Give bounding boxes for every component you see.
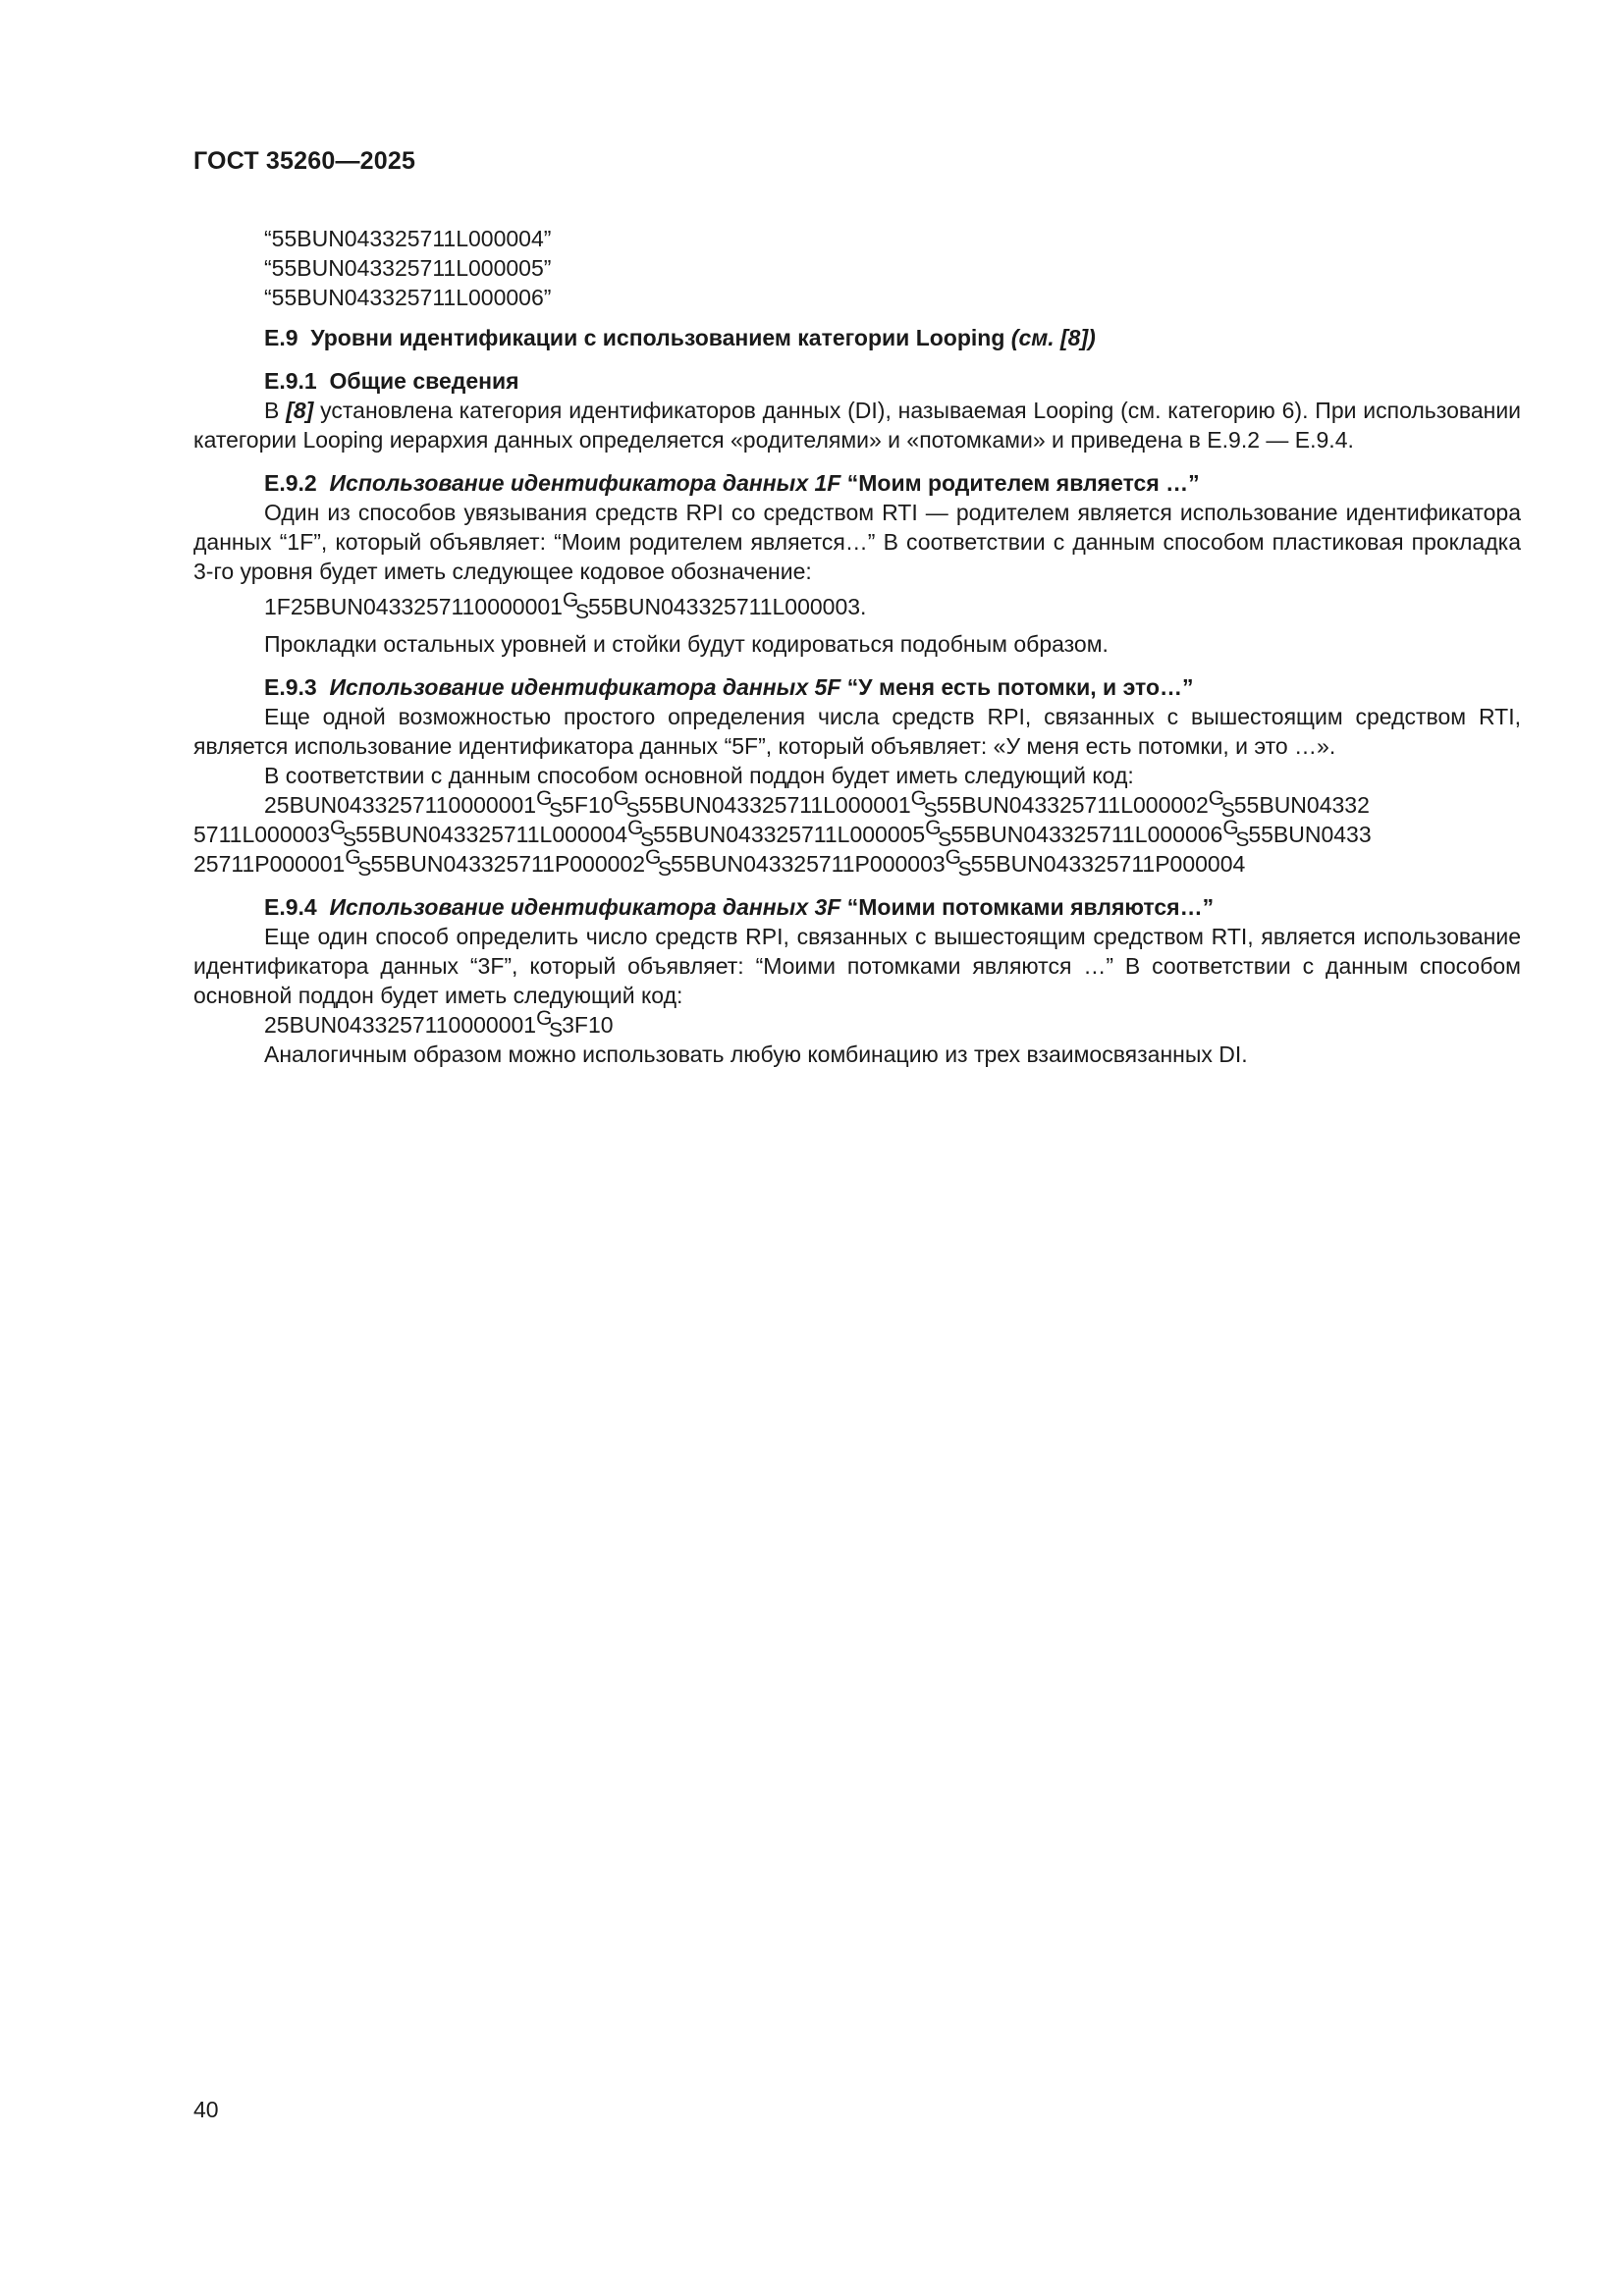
code-segment: 25BUN0433257110000001: [264, 1012, 537, 1038]
code-line: [193, 1007, 1521, 1041]
code-segment: 55BUN043325711L000006: [950, 822, 1223, 847]
code-item: “55BUN043325711L000006”: [264, 285, 552, 310]
code-segment: 1F25BUN0433257110000001: [264, 594, 563, 619]
code-segment: 55BUN04332: [1233, 792, 1370, 818]
code-segment: 25BUN0433257110000001: [264, 792, 537, 818]
group-separator-symbol: G S: [1222, 817, 1250, 851]
subsection-title-quote: “У меня есть потомки, и это…”: [846, 674, 1194, 700]
subsection-title-quote: “Моим родителем является …”: [846, 470, 1200, 496]
code-line: [193, 846, 1521, 881]
paragraph-text: установлена категория идентификаторов данных (DI), называемая Looping (см. категорию 6). При использовании категории Looping иерархия данных определяется «родителями» и «потомками» и приведена в Е.9.2 — Е.9.4.: [193, 398, 1522, 453]
subsection-title-text: Общие сведения: [329, 368, 519, 394]
subsection-title-italic: Использование идентификатора данных 3F: [329, 894, 841, 920]
reference: [8]: [286, 398, 314, 423]
code-item: “55BUN043325711L000005”: [264, 255, 552, 281]
code-segment: 55BUN043325711L000004: [355, 822, 628, 847]
section-number: Е.9: [264, 325, 298, 350]
section-reference: (см. [8]): [1010, 325, 1096, 350]
subsection-title-quote: “Моими потомками являются…”: [846, 894, 1215, 920]
paragraph: Еще одной возможностью простого определения числа средств RPI, связанных с вышестоящим средством RTI, является использование идентификатора данных “5F”, который объявляет: «У меня есть потомки, и это …».: [193, 704, 1521, 759]
subsection-e93: [193, 672, 1521, 879]
group-separator-symbol: G S: [1208, 787, 1235, 822]
section-title-text: Уровни идентификации с использованием категории Looping: [310, 325, 1005, 350]
standard-header: ГОСТ 35260—2025: [193, 147, 416, 175]
paragraph: Прокладки остальных уровней и стойки будут кодироваться подобным образом.: [264, 631, 1109, 657]
section-e9-title: [193, 323, 1521, 352]
paragraph: [193, 396, 1521, 454]
subsection-title: [193, 366, 1521, 396]
group-separator-symbol: G S: [645, 846, 673, 881]
code-list: [193, 224, 1521, 312]
paragraph: Еще один способ определить число средств RPI, связанных с вышестоящим средством RTI, является использование идентификатора данных “3F”, который объявляет: “Моими потомками являются …” В соответствии с данным способом основной поддон будет иметь следующий код:: [193, 924, 1521, 1008]
code-segment: 55BUN043325711L000005: [653, 822, 926, 847]
subsection-number: Е.9.1: [264, 368, 317, 394]
group-separator-symbol: G S: [562, 589, 589, 623]
code-segment: 25711P000001: [193, 851, 346, 877]
code-segment: 55BUN0433: [1248, 822, 1372, 847]
code-line: [193, 817, 1521, 851]
code-line: [193, 787, 1521, 822]
subsection-title-italic: Использование идентификатора данных 1F: [329, 470, 841, 496]
group-separator-symbol: G S: [925, 817, 952, 851]
subsection-title: [193, 468, 1521, 498]
subsection-e94: [193, 892, 1521, 1069]
paragraph: Аналогичным образом можно использовать любую комбинацию из трех взаимосвязанных DI.: [264, 1041, 1248, 1067]
group-separator-symbol: G S: [613, 787, 640, 822]
group-separator-symbol: G S: [536, 1007, 564, 1041]
subsection-number: Е.9.3: [264, 674, 317, 700]
group-separator-symbol: G S: [330, 817, 357, 851]
subsection-number: Е.9.2: [264, 470, 317, 496]
code-item: “55BUN043325711L000004”: [264, 226, 552, 251]
paragraph: В соответствии с данным способом основной поддон будет иметь следующий код:: [264, 763, 1134, 788]
code-segment: 55BUN043325711L000003.: [587, 594, 867, 619]
page-number: 40: [193, 2097, 219, 2122]
subsection-e91: [193, 366, 1521, 454]
code-segment: 5711L000003: [193, 822, 330, 847]
paragraph: Один из способов увязывания средств RPI со средством RTI — родителем является использование идентификатора данных “1F”, который объявляет: “Моим родителем является…” В соответствии с данным способом пластиковая прокладка 3-го уровня будет иметь следующее кодовое обозначение:: [193, 500, 1521, 584]
group-separator-symbol: G S: [536, 787, 564, 822]
code-segment: 55BUN043325711P000002: [370, 851, 645, 877]
group-separator-symbol: G S: [627, 817, 655, 851]
subsection-title: [193, 892, 1521, 922]
group-separator-symbol: G S: [945, 846, 972, 881]
code-segment: 55BUN043325711P000003: [671, 851, 946, 877]
code-segment: 5F10: [562, 792, 614, 818]
code-line: [193, 589, 1521, 623]
paragraph-text: В: [264, 398, 280, 423]
code-segment: 55BUN043325711L000001: [638, 792, 911, 818]
group-separator-symbol: G S: [345, 846, 372, 881]
subsection-title: [193, 672, 1521, 702]
code-segment: 3F10: [562, 1012, 614, 1038]
subsection-number: Е.9.4: [264, 894, 317, 920]
code-segment: 55BUN043325711L000002: [936, 792, 1209, 818]
code-segment: 55BUN043325711P000004: [970, 851, 1246, 877]
page-content: [193, 224, 1521, 1083]
code-block: [193, 787, 1521, 881]
subsection-e92: [193, 468, 1521, 659]
subsection-title-italic: Использование идентификатора данных 5F: [329, 674, 841, 700]
group-separator-symbol: G S: [910, 787, 938, 822]
